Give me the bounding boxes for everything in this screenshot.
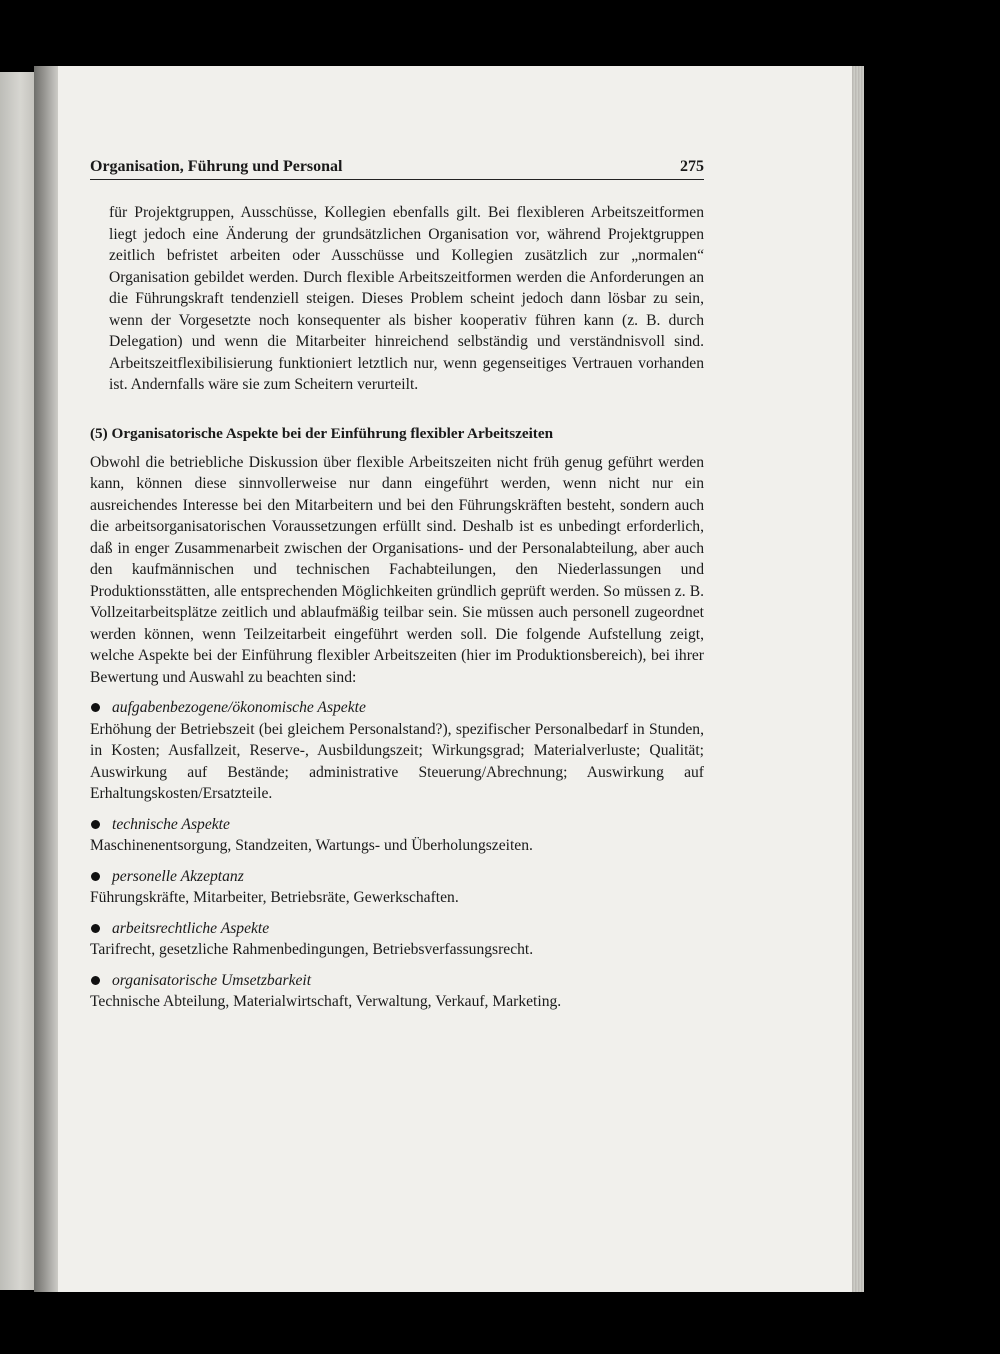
paragraph-1: für Projektgruppen, Ausschüsse, Kollegien ebenfalls gilt. Bei flexibleren Arbeitszeitformen liegt jedoch eine Änderung der grundsätzlichen Organisation vor, während Projektgruppen zeitlich befristet arbeiten oder Ausschüsse und Kollegien zusätzlich zur „normalen“ Organisation gebildet werden. Durch flexible Arbeitszeitformen werden die Anforderungen an die Führungskraft tendenziell steigen. Dieses Problem scheint jedoch dann lösbar zu sein, wenn der Vorgesetzte noch konsequenter als bisher kooperativ führen kann (z. B. durch Delegation) und wenn die Mitarbeiter hinreichend selbständig und verständnisvoll sind. Arbeitszeitflexibilisierung funktioniert letztlich nur, wenn gegenseitiges Vertrauen vorhanden ist. Andernfalls wäre sie zum Scheitern verurteilt. bbox=[109, 204, 704, 393]
bullet-title: personelle Akzeptanz bbox=[112, 867, 244, 885]
bullet-item bbox=[90, 697, 704, 805]
bullet-item bbox=[90, 866, 704, 909]
bullet-text: Führungskräfte, Mitarbeiter, Betriebsräte, Gewerkschaften. bbox=[90, 889, 459, 906]
section-paragraph: Obwohl die betriebliche Diskussion über flexible Arbeitszeiten nicht früh genug geführt werden kann, können diese sinnvollerweise nur dann eingeführt werden, wenn nicht nur ein ausreichendes Interesse bei den Mitarbeitern und bei den Führungskräften besteht, sondern auch die arbeitsorganisatorischen Voraussetzungen erfüllt sind. Deshalb ist es unbedingt erforderlich, daß in enger Zusammenarbeit zwischen der Organisations- und der Personalabteilung, aber auch den kaufmännischen und technischen Fachabteilungen, den Niederlassungen und Produktionsstätten, alle entsprechenden Möglichkeiten gründlich geprüft werden. So müssen z. B. Vollzeitarbeitsplätze zeitlich und ablaufmäßig teilbar sein. Sie müssen auch personell zugeordnet werden können, wenn Teilzeitarbeit eingeführt werden soll. Die folgende Aufstellung zeigt, welche Aspekte bei der Einführung flexibler Arbeitszeiten (hier im Produktionsbereich), bei ihrer Bewertung und Auswahl zu beachten sind: bbox=[90, 453, 704, 686]
bullet-text: Erhöhung der Betriebszeit (bei gleichem Personalstand?), spezifischer Personalbedarf in Stunden, in Kosten; Ausfallzeit, Reserve-, Ausbildungszeit; Wirkungsgrad; Materialverluste; Qualität; Auswirkung auf Bestände; administrative Steuerung/Abrechnung; Auswirkung auf Erhaltungskosten/Ersatzteile. bbox=[90, 720, 704, 802]
page-content bbox=[90, 158, 704, 1013]
bullet-text: Tarifrecht, gesetzliche Rahmenbedingungen, Betriebsverfassungsrecht. bbox=[90, 941, 534, 958]
bullet-title: aufgabenbezogene/ökonomische Aspekte bbox=[112, 699, 366, 716]
bullet-title: technische Aspekte bbox=[112, 815, 230, 833]
bullet-title: arbeitsrechtliche Aspekte bbox=[112, 919, 270, 937]
page-number: 275 bbox=[680, 158, 704, 175]
bullet-dot-icon bbox=[91, 703, 100, 712]
bullet-text: Maschinenentsorgung, Standzeiten, Wartungs- und Überholungszeiten. bbox=[90, 837, 533, 854]
book-gutter bbox=[34, 66, 60, 1292]
bullet-dot-icon bbox=[91, 976, 100, 985]
bullet-text: Technische Abteilung, Materialwirtschaft, Verwaltung, Verkauf, Marketing. bbox=[90, 993, 562, 1010]
bullet-title: organisatorische Umsetzbarkeit bbox=[112, 971, 312, 989]
bullet-dot-icon bbox=[91, 924, 100, 933]
bullet-item bbox=[90, 970, 704, 1013]
facing-page-edge bbox=[0, 72, 34, 1290]
page-stack-edge bbox=[852, 66, 864, 1292]
bullet-dot-icon bbox=[91, 872, 100, 881]
bullet-item bbox=[90, 814, 704, 857]
bullet-dot-icon bbox=[91, 820, 100, 829]
section-heading: (5) Organisatorische Aspekte bei der Einführung flexibler Arbeitszeiten bbox=[90, 424, 554, 442]
running-head-title: Organisation, Führung und Personal bbox=[90, 158, 343, 175]
running-head bbox=[90, 158, 704, 180]
bullet-item bbox=[90, 918, 704, 961]
